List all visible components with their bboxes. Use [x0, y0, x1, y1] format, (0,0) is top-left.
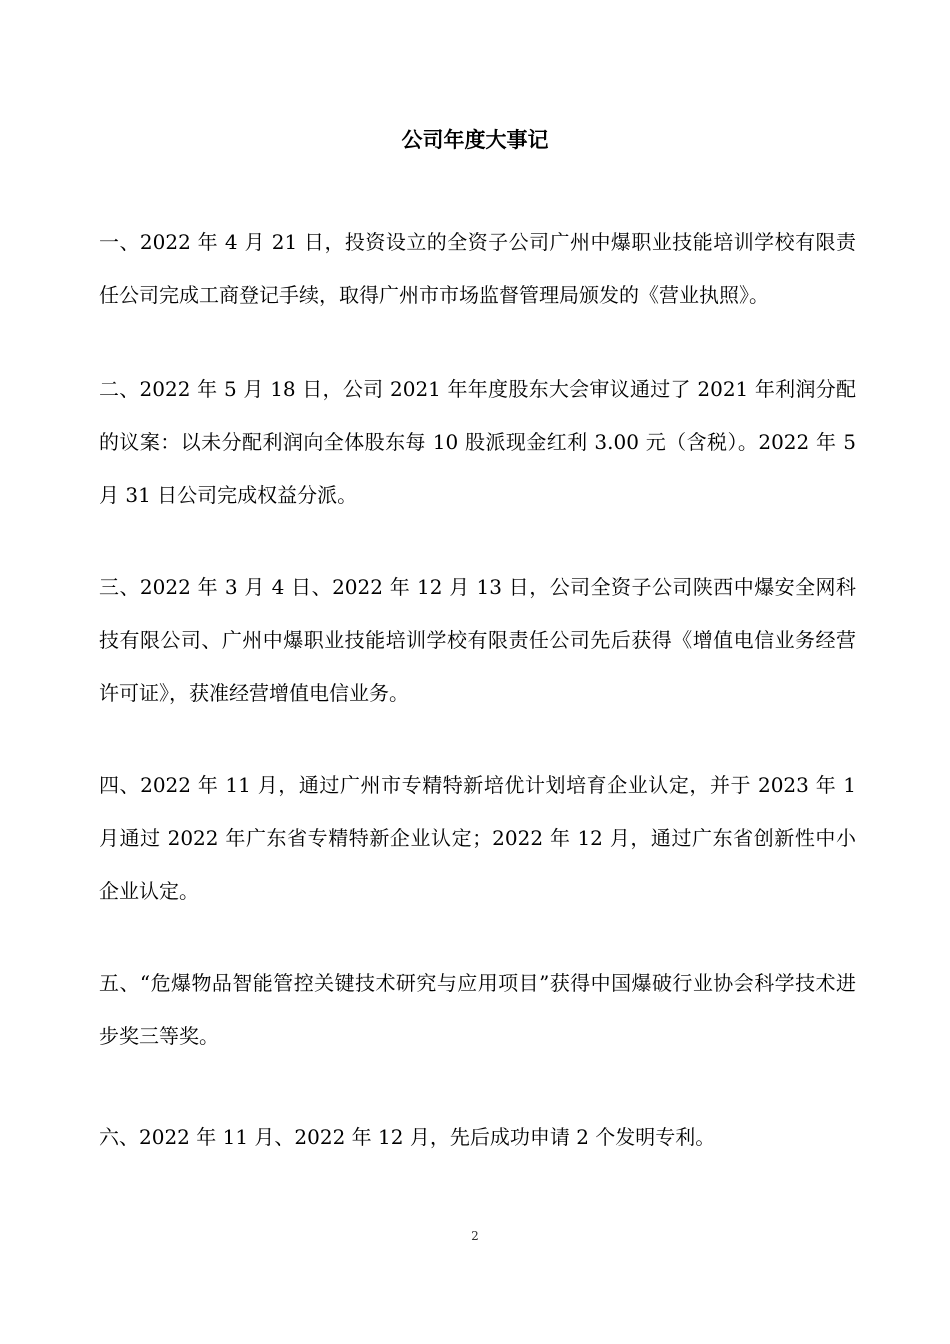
page-title: 公司年度大事记	[401, 128, 549, 152]
event-paragraph-4: 四、2022 年 11 月，通过广州市专精特新培优计划培育企业认定，并于 2023 年 1 月通过 2022 年广东省专精特新企业认定；2022 年 12 月，通过广东省创新性中小企业认定。	[99, 773, 856, 903]
page-number: 2	[471, 1229, 479, 1243]
event-paragraph-6: 六、2022 年 11 月、2022 年 12 月，先后成功申请 2 个发明专利。	[99, 1125, 716, 1149]
event-paragraph-3: 三、2022 年 3 月 4 日、2022 年 12 月 13 日，公司全资子公司陕西中爆安全网科技有限公司、广州中爆职业技能培训学校有限责任公司先后获得《增值电信业务经营许可证》，获准经营增值电信业务。	[99, 575, 856, 705]
event-paragraph-5: 五、“危爆物品智能管控关键技术研究与应用项目”获得中国爆破行业协会科学技术进步奖三等奖。	[99, 971, 856, 1048]
event-paragraph-1: 一、2022 年 4 月 21 日，投资设立的全资子公司广州中爆职业技能培训学校有限责任公司完成工商登记手续，取得广州市市场监督管理局颁发的《营业执照》。	[99, 230, 856, 307]
event-paragraph-2: 二、2022 年 5 月 18 日，公司 2021 年年度股东大会审议通过了 2021 年利润分配的议案：以未分配利润向全体股东每 10 股派现金红利 3.00 元（含税）。2022 年 5 月 31 日公司完成权益分派。	[99, 377, 856, 507]
